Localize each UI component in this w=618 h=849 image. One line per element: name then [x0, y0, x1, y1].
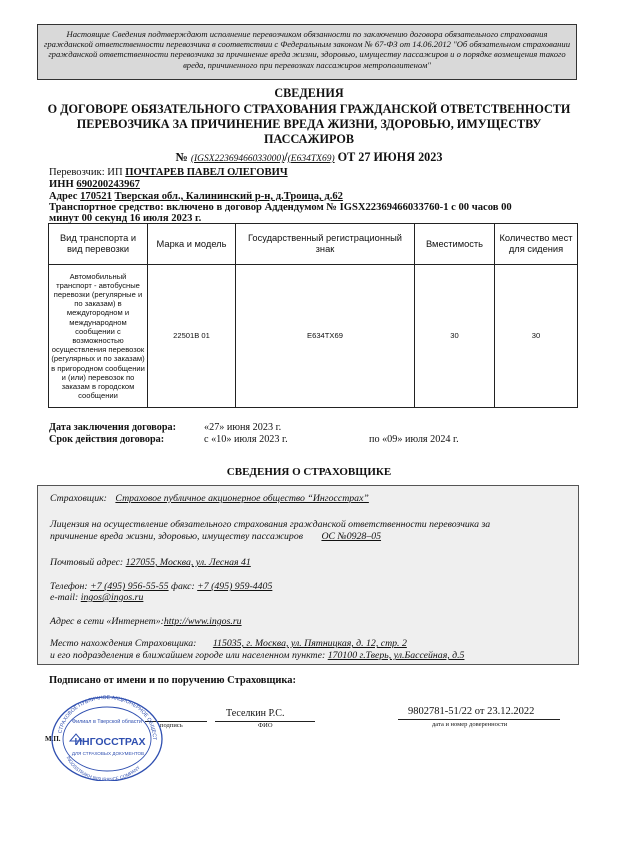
insurer-name: Страховое публичное акционерное общество “Ингосстрах”	[115, 493, 369, 504]
capacity-cell: 30	[415, 265, 495, 408]
law-notice-box	[37, 24, 577, 80]
location-address: 115035, г. Москва, ул. Пятницкая, д. 12, стр. 2	[212, 638, 407, 649]
doc-title-line3: ПЕРЕВОЗЧИКА ЗА ПРИЧИНЕНИЕ ВРЕДА ЖИЗНИ, ЗДОРОВЬЮ, ИМУЩЕСТВУ	[76, 117, 542, 131]
validity-line	[49, 433, 569, 446]
postal-row	[50, 557, 251, 569]
fax-link[interactable]: +7 (495) 959-4405	[197, 581, 273, 592]
doc-title-line2: О ДОГОВОРЕ ОБЯЗАТЕЛЬНОГО СТРАХОВАНИЯ ГРАЖДАНСКОЙ ОТВЕТСТВЕННОСТИ	[47, 102, 571, 116]
insurer-stamp	[48, 693, 166, 781]
number-sep: /	[284, 150, 288, 164]
insurer-box	[37, 485, 579, 665]
address-value: Тверская обл., Калининский р-н, д.Троица, д.62	[114, 191, 343, 202]
carrier-prefix: ИП	[107, 167, 123, 178]
doc-title-line1: СВЕДЕНИЯ	[274, 86, 344, 100]
signer-caption: ФИО	[258, 722, 273, 729]
carrier-name: ПОЧТАРЕВ ПАВЕЛ ОЛЕГОВИЧ	[125, 167, 288, 178]
doc-title-line4: ПАССАЖИРОВ	[264, 132, 354, 146]
col-header: Государственный регистрационный знак	[236, 224, 415, 265]
inn-line	[49, 179, 140, 191]
svg-text:СТРАХОВОЕ ПУБЛИЧНОЕ АКЦИОНЕРНО	[48, 693, 157, 741]
concluded-label: Дата заключения договора:	[49, 422, 176, 433]
model-cell: 22501В 01	[148, 265, 236, 408]
license-line1: Лицензия на осуществление обязательного страхования гражданской ответственности перевозчика за	[50, 519, 491, 530]
branch-row	[50, 650, 464, 662]
poa-line	[398, 719, 560, 720]
plate-cell: Е634ТХ69	[236, 265, 415, 408]
vehicle-line-1: Транспортное средство: включено в договор Аддендумом № IGSX22369466033760-1 с 00 часов 00	[49, 202, 512, 213]
carrier-label: Перевозчик:	[49, 167, 105, 178]
web-row	[50, 616, 242, 628]
location-label: Место нахождения Страховщика:	[50, 638, 197, 649]
address-label: Адрес	[49, 191, 78, 202]
branch-address: 170100 г.Тверь, ул.Бассейная, д.5	[327, 650, 465, 661]
policy-number-line	[20, 150, 598, 167]
seats-cell: 30	[495, 265, 578, 408]
web-label: Адрес в сети «Интернет»:	[50, 616, 164, 627]
license-line2: причинение вреда жизни, здоровью, имуществу пассажиров	[50, 531, 303, 542]
table-header-row	[49, 224, 578, 265]
insurer-name-row	[50, 493, 369, 505]
vehicle-line-2: минут 00 секунд 16 июля 2023 г.	[49, 213, 202, 224]
insurer-name-label: Страховщик:	[50, 493, 107, 504]
stamp-brand: ИНГОССТРАХ	[74, 736, 146, 748]
location-row	[50, 638, 407, 650]
phone-label: Телефон:	[50, 581, 88, 592]
inn-label: ИНН	[49, 179, 74, 190]
col-header: Марка и модель	[148, 224, 236, 265]
stamp-inner-text: Филиал в Тверской области	[72, 719, 142, 725]
branch-label: и его подразделения в ближайшем городе или населенном пункте:	[50, 650, 326, 661]
stamp-seal-icon	[48, 693, 166, 781]
insurer-heading: СВЕДЕНИЯ О СТРАХОВЩИКЕ	[226, 466, 392, 478]
validity-from: с «10» июля 2023 г.	[204, 434, 288, 445]
col-header: Вместимость	[415, 224, 495, 265]
sign-caption: подпись	[160, 722, 183, 729]
table-row	[49, 265, 578, 408]
poa-caption: дата и номер доверенности	[432, 721, 508, 728]
postal-address: 127055, Москва, ул. Лесная 41	[125, 557, 251, 568]
policy-plate: (E634TX69)	[287, 154, 335, 164]
col-header: Количество мест для сидения	[495, 224, 578, 265]
validity-to: по «09» июля 2024 г.	[369, 434, 459, 445]
policy-date: ОТ 27 ИЮНЯ 2023	[337, 150, 443, 164]
email-row	[50, 592, 143, 604]
transport-type-cell: Автомобильный транспорт - автобусные перевозки (регулярные и по заказам) в междугородном и международном сообщении с возможностью осуществления перевозок (регулярных и по заказам) в пригородном сообщении и (или) перевозок по заказам в городском сообщении	[49, 265, 148, 408]
address-zip: 170521	[80, 191, 112, 202]
fax-label: факс:	[171, 581, 195, 592]
number-prefix: №	[175, 150, 188, 164]
policy-number: (IGSX22369466033000)	[190, 154, 285, 164]
license-row	[50, 531, 381, 543]
stamp-en-text: INGOSSTRAKH INSURANCE COMPANY	[65, 755, 141, 781]
validity-label: Срок действия договора:	[49, 434, 165, 445]
vehicle-table	[48, 223, 578, 408]
email-label: e-mail:	[50, 592, 79, 603]
phone-link[interactable]: +7 (495) 956-55-55	[90, 581, 169, 592]
email-link[interactable]: ingos@ingos.ru	[80, 592, 144, 603]
signed-heading: Подписано от имени и по поручению Страховщика:	[49, 675, 297, 686]
mp-label: М.П.	[45, 735, 61, 743]
col-header: Вид транспорта и вид перевозки	[49, 224, 148, 265]
signer-name: Теселкин Р.С.	[226, 708, 285, 719]
postal-label: Почтовый адрес:	[50, 557, 124, 568]
carrier-line	[49, 167, 288, 179]
web-link[interactable]: http://www.ingos.ru	[163, 616, 242, 627]
poa-value: 9802781-51/22 от 23.12.2022	[408, 706, 535, 717]
stamp-docs-text: ДЛЯ СТРАХОВЫХ ДОКУМЕНТОВ	[71, 751, 145, 756]
stamp-ring-text: СТРАХОВОЕ ПУБЛИЧНОЕ АКЦИОНЕРНОЕ ОБЩЕСТ	[57, 694, 158, 741]
inn-value: 690200243967	[76, 179, 140, 190]
concluded-value: «27» июня 2023 г.	[204, 422, 282, 433]
license-number: ОС №0928–05	[321, 531, 382, 542]
law-notice-text: Настоящие Сведения подтверждают исполнение перевозчиком обязанности по заключению договора обязательного страхования гражданской ответственности перевозчика в соответствии с Федеральным законом № 67-ФЗ от 14.06.2012 "Об обязательном страховании гражданской ответственности перевозчика за причинение вреда жизни, здоровью, имуществу пассажиров и о порядке возмещения такого вреда, причиненного при перевозках пассажиров метрополитеном"	[44, 29, 571, 70]
